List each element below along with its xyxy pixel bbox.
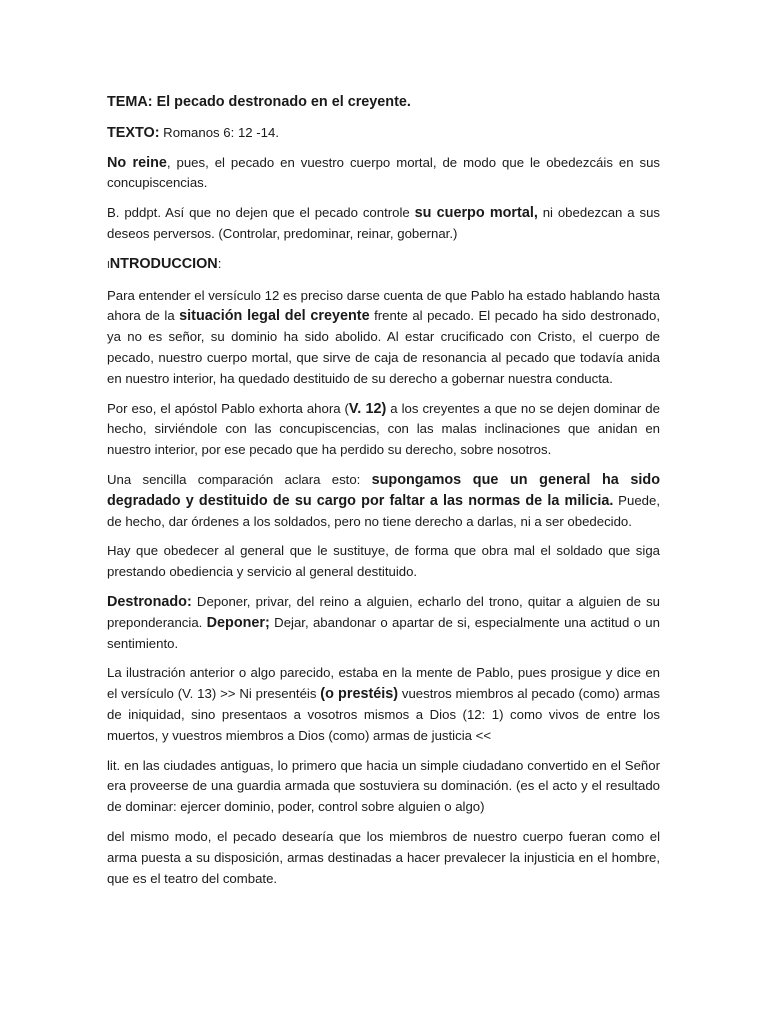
paragraph-7: lit. en las ciudades antiguas, lo primero que hacia un simple ciudadano convertido en el Señor era proveerse de una guardia armada que sostuviera su dominación. (es el acto y el resultado de dominar: ejercer dominio, poder, control sobre alguien o algo) bbox=[107, 757, 660, 815]
p3-text-b: Puede, de hecho, dar órdenes a los soldados, pero no tiene derecho a darlas, ni a ser obedecido. bbox=[107, 492, 660, 529]
pddpt-text-a: B. pddpt. Así que no dejen que el pecado controle bbox=[107, 205, 415, 221]
intro-colon: : bbox=[217, 255, 222, 271]
p2-bold: V. 12) bbox=[348, 400, 387, 417]
paragraph-6 bbox=[107, 663, 660, 746]
p5-bold-2: Deponer; bbox=[206, 614, 270, 631]
paragraph-8: del mismo modo, el pecado desearía que los miembros de nuestro cuerpo fueran como el arma puesta a su disposición, armas destinadas a hacer prevalecer la injusticia en el hombre, que es el teatro del combate. bbox=[107, 828, 660, 886]
verse-text: , pues, el pecado en vuestro cuerpo mortal, de modo que le obedezcáis en sus concupiscencias. bbox=[107, 154, 661, 191]
p6-text-b: vuestros miembros al pecado (como) armas de iniquidad, sino presentaos a vosotros mismos a Dios (12: 1) como vivos de entre los muertos, y vuestros miembros a Dios (como) armas de justicia << bbox=[107, 686, 660, 743]
p5-bold-1: Destronado: bbox=[107, 593, 192, 610]
intro-title: NTRODUCCION bbox=[109, 255, 218, 272]
p3-text-a: Una sencilla comparación aclara esto: bbox=[107, 471, 372, 487]
texto-label: TEXTO: bbox=[107, 124, 160, 141]
paragraph-3 bbox=[107, 470, 660, 532]
pddpt-paragraph bbox=[107, 203, 660, 245]
verse-paragraph bbox=[107, 153, 660, 195]
tema-label: TEMA bbox=[107, 94, 148, 110]
p6-text-a: La ilustración anterior o algo parecido, estaba en la mente de Pablo, pues prosigue y dice en el versículo (V. 13) >> Ni presentéis bbox=[107, 665, 660, 702]
p1-text-b: frente al pecado. El pecado ha sido destronado, ya no es señor, su dominio ha sido abolido. Al estar crucificado con Cristo, el cuerpo de pecado, nuestro cuerpo mortal, que sirve de caja de resonancia al pecado que todavía anida en nuestro interior, ha quedado destituido de su derecho a gobernar nuestra conducta. bbox=[107, 308, 661, 386]
paragraph-1 bbox=[107, 286, 660, 390]
p5-text-b: Dejar, abandonar o apartar de si, especialmente una actitud o un sentimiento. bbox=[107, 614, 660, 651]
texto-reference: Romanos 6: 12 -14. bbox=[159, 124, 280, 140]
texto-line bbox=[107, 123, 660, 144]
intro-heading bbox=[107, 254, 660, 277]
p1-bold: situación legal del creyente bbox=[179, 308, 370, 325]
paragraph-5 bbox=[107, 592, 660, 654]
p2-text-b: a los creyentes a que no se dejen dominar de hecho, sirviéndole con las concupiscencias, con las malas inclinaciones que anidan en nuestro interior, por ese pecado que ha perdido su derecho, sobre nosotros. bbox=[107, 400, 660, 458]
intro-initial: I bbox=[107, 259, 110, 271]
p2-text-a: Por eso, el apóstol Pablo exhorta ahora ( bbox=[107, 400, 349, 416]
pddpt-bold: su cuerpo mortal, bbox=[414, 205, 538, 222]
pddpt-text-b: ni obedezcan a sus deseos perversos. (Controlar, predominar, reinar, gobernar.) bbox=[107, 205, 660, 241]
p5-text-a: Deponer, privar, del reino a alguien, echarlo del trono, quitar a alguien de su preponderancia. bbox=[107, 593, 660, 630]
tema-line bbox=[107, 92, 660, 113]
p1-text-a: Para entender el versículo 12 es preciso darse cuenta de que Pablo ha estado hablando hasta ahora de la bbox=[107, 287, 660, 324]
paragraph-4: Hay que obedecer al general que le sustituye, de forma que obra mal el soldado que siga prestando obediencia y servicio al general destituido. bbox=[107, 543, 660, 580]
p3-bold: supongamos que un general ha sido degradado y destituido de su cargo por faltar a las normas de la milicia. bbox=[107, 471, 660, 509]
verse-bold: No reine bbox=[107, 154, 167, 171]
document-page bbox=[107, 92, 660, 889]
paragraph-2 bbox=[107, 399, 660, 461]
tema-title: : El pecado destronado en el creyente. bbox=[147, 94, 411, 110]
p6-bold: (o prestéis) bbox=[320, 686, 399, 703]
